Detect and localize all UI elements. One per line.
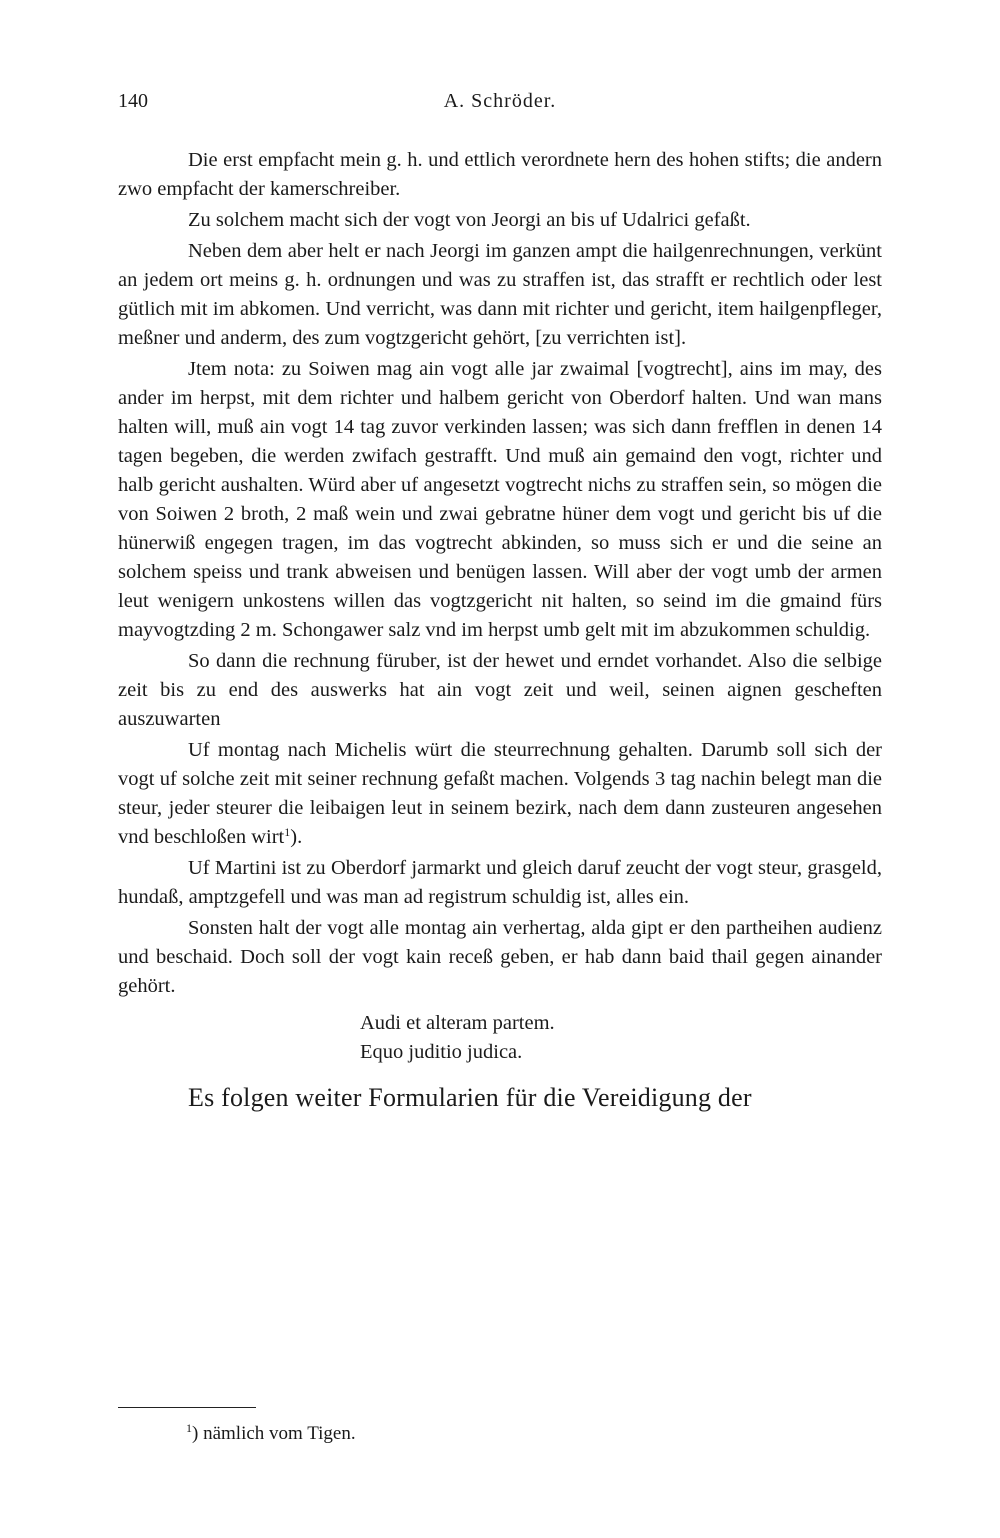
- footnote: [186, 1421, 356, 1447]
- footnote-text: ) nämlich vom Tigen.: [192, 1423, 356, 1444]
- paragraph-end: ).: [290, 826, 303, 848]
- footnote-marker: 1: [186, 1421, 192, 1435]
- paragraph: Jtem nota: zu Soiwen mag ain vogt alle jar zwaimal [vogtrecht], ains im may, des ander im herpst, mit dem richter und halbem gericht von Oberdorf halten. Und wan mans halten will, muß ain vogt 14 tag zuvor verkinden lassen; was sich dann frefflen in denen 14 tagen begeben, die werden zwifach gestrafft. Und muß ain gemaind den vogt, richter und halb gericht aushalten. Würd aber uf angesetzt vogtrecht nichs zu straffen sein, so mögen die von Soiwen 2 broth, 2 maß wein und zwai gebratne hüner dem vogt und gericht bis uf die hünerwiß engegen tragen, im das vogtrecht abkinden, so muss sich er und die seine an solchem speiss und trank abweisen und benügen lassen. Will aber der vogt umb der armen leut wenigern unkostens willen das vogtzgericht nit halten, so seind im die gmaind fürs mayvogtzding 2 m. Schongawer salz vnd im herpst umb gelt mit im abzukommen schuldig.: [118, 358, 882, 641]
- paragraph: Die erst empfacht mein g. h. und ettlich verordnete hern des hohen stifts; die andern zwo empfacht der kamerschreiber.: [118, 149, 882, 200]
- running-title: A. Schröder.: [443, 90, 557, 112]
- paragraph-with-footnote: [118, 736, 882, 852]
- latin-quote: [360, 1009, 882, 1067]
- page-header: [118, 90, 882, 118]
- paragraph: Sonsten halt der vogt alle montag ain verhertag, alda gipt er den partheihen audienz und beschaid. Doch soll der vogt kain receß geben, er hab dann baid thail gegen ainander gehört.: [118, 917, 882, 997]
- quote-line: Equo juditio judica.: [360, 1041, 523, 1063]
- section-heading: Es folgen weiter Formularien für die Vereidigung der: [188, 1083, 752, 1112]
- paragraph: Zu solchem macht sich der vogt von Jeorgi an bis uf Udalrici gefaßt.: [188, 209, 751, 231]
- footnote-reference: 1: [284, 825, 291, 839]
- body-text: [118, 146, 882, 1115]
- paragraph: So dann die rechnung füruber, ist der hewet und erndet vorhandet. Also die selbige zeit bis zu end des auswerks hat ain vogt zeit und weil, seinen aignen gescheften auszuwarten: [118, 650, 882, 730]
- paragraph-text: Uf montag nach Michelis würt die steurrechnung gehalten. Darumb soll sich der vogt uf solche zeit mit seiner rechnung gefaßt machen. Volgends 3 tag nachin belegt man die steur, jeder steurer die leibaigen leut in seinem bezirk, nach dem dann zusteuren angesehen vnd beschloßen wirt: [118, 739, 882, 848]
- page-number: 140: [118, 90, 148, 112]
- paragraph: Neben dem aber helt er nach Jeorgi im ganzen ampt die hailgenrechnungen, verkünt an jedem ort meins g. h. ordnungen und was zu straffen ist, das strafft er rechtlich oder lest gütlich mit im abkomen. Und verricht, was dann mit richter und gericht, item hailgenpfleger, meßner und anderm, des zum vogtzgericht gehört, [zu verrichten ist].: [118, 240, 882, 349]
- footnote-divider: [118, 1407, 256, 1408]
- quote-line: Audi et alteram partem.: [360, 1012, 555, 1034]
- paragraph: Uf Martini ist zu Oberdorf jarmarkt und gleich daruf zeucht der vogt steur, grasgeld, hundaß, amptzgefell und was man ad registrum schuldig ist, alles ein.: [118, 857, 882, 908]
